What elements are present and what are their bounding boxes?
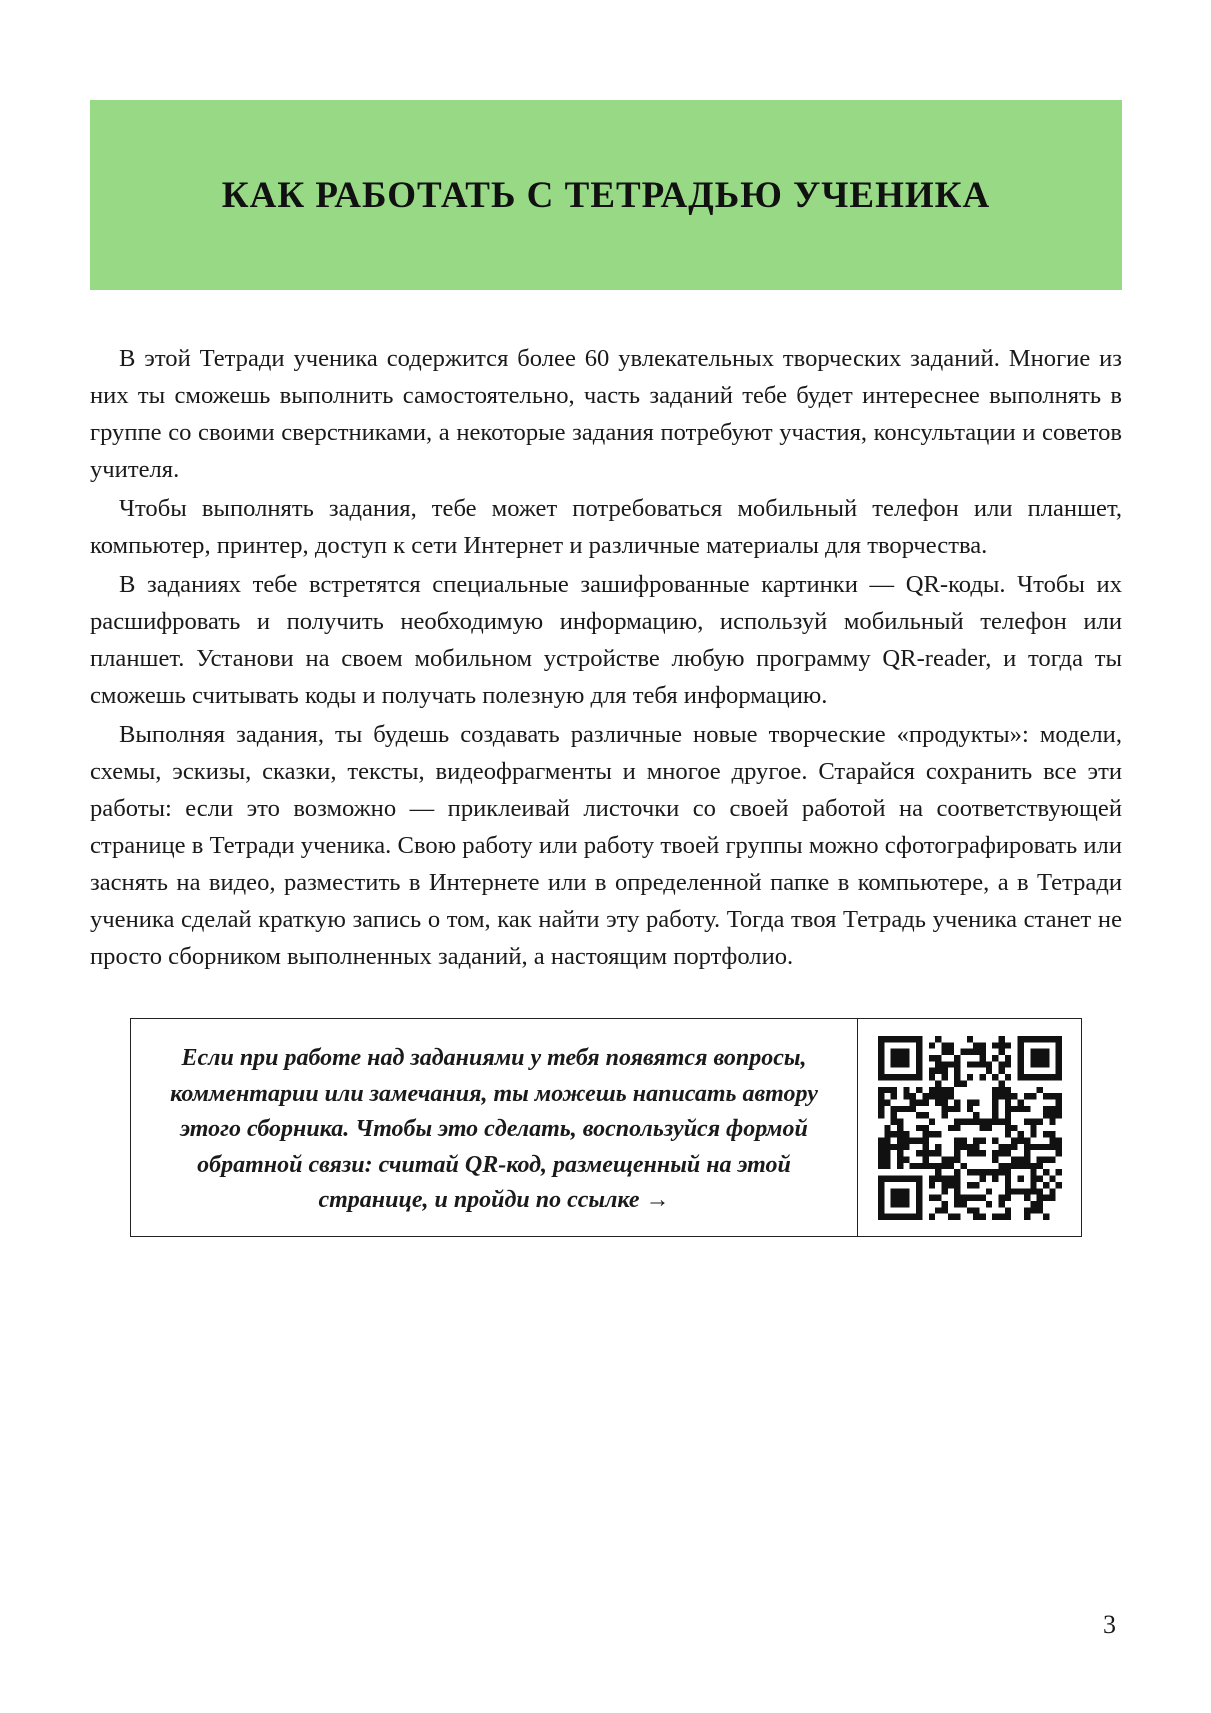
paragraph: В этой Тетради ученика содержится более 60 увлекательных творческих заданий. Многие из них ты сможешь выполнить самостоятельно, часть заданий тебе будет интереснее выполнять в группе со своими сверстниками, а некоторые задания потребуют участия, консультации и советов учителя. — [90, 345, 1122, 483]
qr-code-cell — [858, 1019, 1081, 1236]
paragraph: Выполняя задания, ты будешь создавать различные новые творческие «продукты»: модели, схемы, эскизы, сказки, тексты, видеофрагменты и многое другое. Старайся сохранить все эти работы: если это возможно — приклеивай листочки со своей работой на соответствующей странице в Тетради ученика. Свою работу или работу твоей группы можно сфотографировать или заснять на видео, разместить в Интернете или в определенной папке в компьютере, а в Тетради ученика сделай краткую запись о том, как найти эту работу. Тогда твоя Тетрадь ученика станет не просто сборником выполненных заданий, а настоящим портфолио. — [90, 721, 1122, 970]
paragraph: Чтобы выполнять задания, тебе может потребоваться мобильный телефон или планшет, компьютер, принтер, доступ к сети Интернет и различные материалы для творчества. — [90, 495, 1122, 559]
page-title: КАК РАБОТАТЬ С ТЕТРАДЬЮ УЧЕНИКА — [221, 174, 991, 216]
page-number: 3 — [1103, 1610, 1116, 1639]
title-band — [90, 100, 1122, 290]
paragraph: В заданиях тебе встретятся специальные зашифрованные картинки — QR-коды. Чтобы их расшифровать и получить необходимую информацию, используй мобильный телефон или планшет. Установи на своем мобильном устройстве любую программу QR-reader, и тогда ты сможешь считывать коды и получать полезную для тебя информацию. — [90, 571, 1122, 709]
body-text — [90, 340, 1122, 977]
feedback-note-box — [130, 1018, 1082, 1237]
feedback-note-text: Если при работе над заданиями у тебя появятся вопросы, комментарии или замечания, ты можешь написать автору этого сборника. Чтобы это сделать, воспользуйся формой обратной связи: считай QR-код, размещенный на этой странице, и пройди по ссылке → — [131, 1019, 858, 1236]
qr-code-icon — [878, 1036, 1062, 1220]
